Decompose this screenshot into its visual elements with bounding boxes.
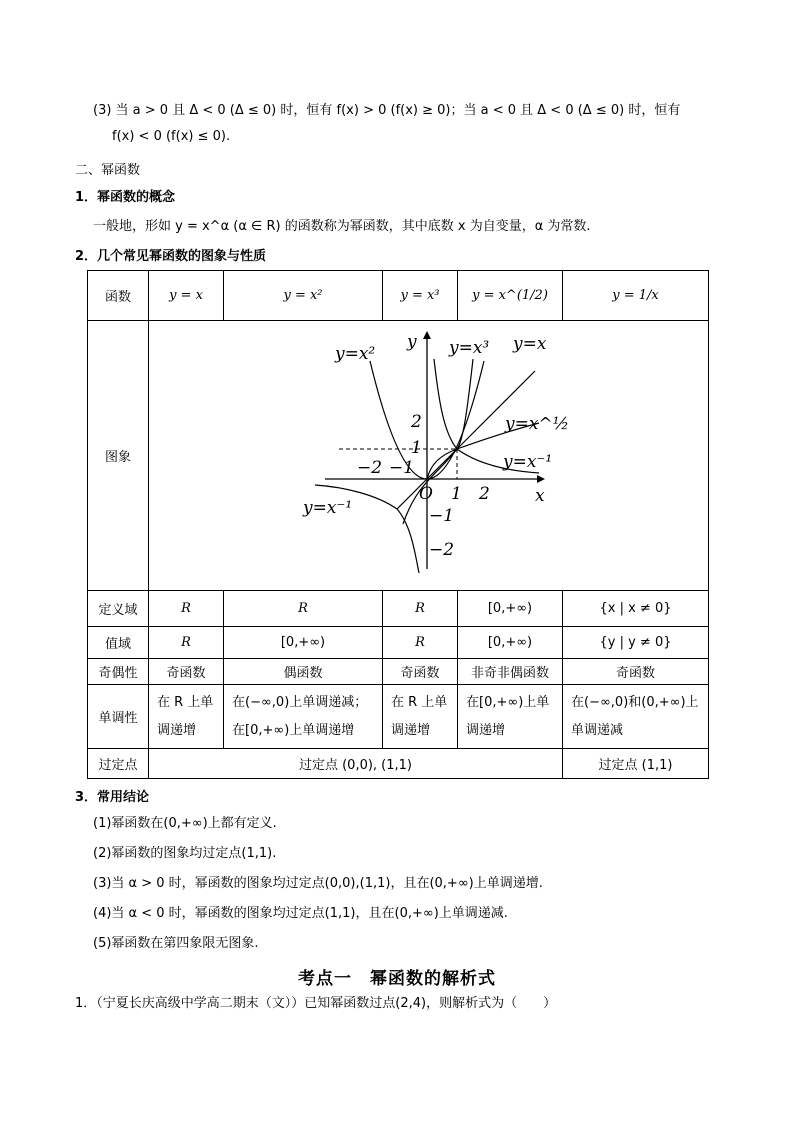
func-cell: y = x²: [224, 271, 383, 321]
graph-cell: [149, 321, 709, 591]
para3-line2: f(x) < 0 (f(x) ≤ 0).: [112, 129, 231, 144]
tick-x-2: 2: [478, 483, 490, 504]
x-axis-label: x: [534, 485, 545, 506]
func-cell: y = x^(1/2): [458, 271, 563, 321]
table-row-range: [88, 627, 709, 659]
table-row-domain: [88, 591, 709, 627]
domain-cell: R: [383, 591, 458, 627]
func-cell: y = 1/x: [563, 271, 709, 321]
sub3-title: 3．常用结论: [75, 790, 150, 805]
mono-cell: 在(−∞,0)上单调递减；在[0,+∞)上单调递增: [224, 685, 383, 749]
topic-title: 考点一 幂函数的解析式: [298, 969, 496, 989]
domain-cell: {x | x ≠ 0}: [563, 591, 709, 627]
sub1-title: 1．幂函数的概念: [75, 190, 176, 205]
label-x2: y=x²: [334, 343, 375, 364]
mono-cell: 在[0,+∞)上单调递增: [458, 685, 563, 749]
table-row-parity: [88, 659, 709, 685]
mono-label: 单调性: [88, 685, 149, 749]
label-xinv-right: y=x⁻¹: [502, 451, 552, 472]
sub1-text: 一般地，形如 y = x^α (α ∈ R) 的函数称为幂函数，其中底数 x 为自变量，α 为常数.: [93, 219, 591, 234]
fixed-common-cell: 过定点 (0,0), (1,1): [149, 749, 563, 779]
range-label: 值域: [88, 627, 149, 659]
power-function-graph: [299, 323, 569, 585]
header-label: 函数: [88, 271, 149, 321]
table-row-fixed-point: [88, 749, 709, 779]
tick-y-2: 2: [410, 411, 422, 432]
table-row-monotonicity: [88, 685, 709, 749]
para3-line1: (3) 当 a > 0 且 Δ < 0 (Δ ≤ 0) 时，恒有 f(x) > 0 (f(x) ≥ 0)；当 a < 0 且 Δ < 0 (Δ ≤ 0) 时，恒有: [93, 103, 681, 118]
parity-cell: 奇函数: [383, 659, 458, 685]
range-cell: R: [383, 627, 458, 659]
tick-y-neg1: −1: [428, 505, 454, 526]
domain-cell: R: [224, 591, 383, 627]
range-cell: [0,+∞): [224, 627, 383, 659]
parity-cell: 奇函数: [563, 659, 709, 685]
origin-label: O: [418, 483, 433, 504]
domain-cell: R: [149, 591, 224, 627]
mono-cell: 在 R 上单调递增: [383, 685, 458, 749]
table-row-graph: [88, 321, 709, 591]
parity-cell: 非奇非偶函数: [458, 659, 563, 685]
label-x3: y=x³: [448, 337, 489, 358]
label-x: y=x: [512, 333, 546, 354]
tick-x-neg2: −2: [356, 457, 382, 478]
label-xinv-left: y=x⁻¹: [302, 497, 352, 518]
y-axis-arrow: [423, 331, 431, 339]
fixed-label: 过定点: [88, 749, 149, 779]
mono-cell: 在 R 上单调递增: [149, 685, 224, 749]
label-xhalf: y=x^½: [504, 413, 569, 434]
parity-label: 奇偶性: [88, 659, 149, 685]
conclusion-item: (2)幂函数的图象均过定点(1,1).: [93, 846, 277, 861]
func-cell: y = x: [149, 271, 224, 321]
fixed-last-cell: 过定点 (1,1): [563, 749, 709, 779]
range-cell: [0,+∞): [458, 627, 563, 659]
sub2-title: 2．几个常见幂函数的图象与性质: [75, 249, 267, 264]
domain-label: 定义域: [88, 591, 149, 627]
y-axis-label: y: [406, 331, 417, 352]
graph-label: 图象: [88, 321, 149, 591]
power-function-table: [87, 270, 709, 779]
conclusion-item: (5)幂函数在第四象限无图象.: [93, 936, 259, 951]
tick-y-neg2: −2: [428, 539, 454, 560]
range-cell: {y | y ≠ 0}: [563, 627, 709, 659]
domain-cell: [0,+∞): [458, 591, 563, 627]
x-axis-arrow: [537, 475, 545, 483]
func-cell: y = x³: [383, 271, 458, 321]
parity-cell: 奇函数: [149, 659, 224, 685]
tick-x-neg1: −1: [388, 457, 414, 478]
section2-title: 二、幂函数: [75, 163, 141, 178]
tick-y-1: 1: [410, 437, 422, 458]
table-row-functions: [88, 271, 709, 321]
parity-cell: 偶函数: [224, 659, 383, 685]
tick-x-1: 1: [450, 483, 462, 504]
question-1: 1．（宁夏长庆高级中学高二期末（文））已知幂函数过点(2,4)，则解析式为（ ）: [75, 996, 557, 1011]
conclusion-item: (4)当 α < 0 时，幂函数的图象均过定点(1,1)，且在(0,+∞)上单调递减.: [93, 906, 508, 921]
mono-cell: 在(−∞,0)和(0,+∞)上单调递减: [563, 685, 709, 749]
range-cell: R: [149, 627, 224, 659]
conclusion-item: (3)当 α > 0 时，幂函数的图象均过定点(0,0),(1,1)，且在(0,+∞)上单调递增.: [93, 876, 543, 891]
conclusion-item: (1)幂函数在(0,+∞)上都有定义.: [93, 816, 277, 831]
